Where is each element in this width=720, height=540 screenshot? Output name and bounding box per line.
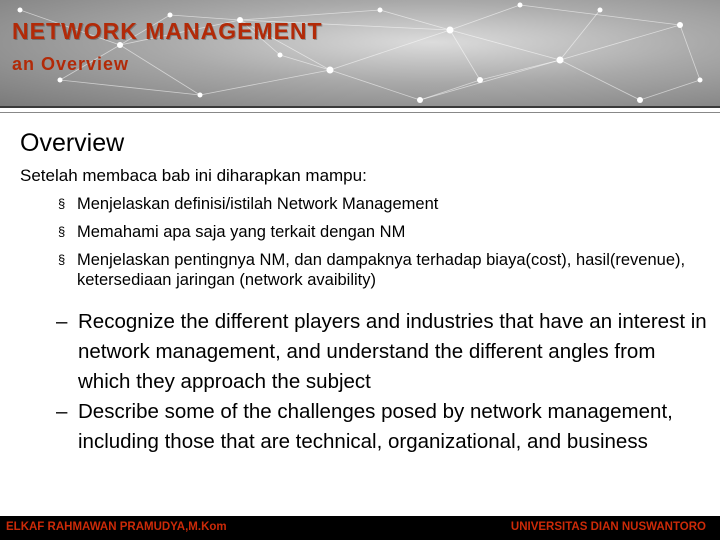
dash-marker: – <box>56 310 68 333</box>
list-item-text: Menjelaskan pentingnya NM, dan dampaknya terhadap biaya(cost), hasil(revenue), ketersediaan jaringan (network avaibility) <box>77 251 686 289</box>
footer-author: ELKAF RAHMAWAN PRAMUDYA,M.Kom <box>6 521 227 533</box>
objective-list <box>58 194 698 298</box>
list-item <box>58 194 698 214</box>
footer-institution: UNIVERSITAS DIAN NUSWANTORO <box>510 521 706 533</box>
bullet-marker: § <box>58 224 66 239</box>
list-item-text: Recognize the different players and industries that have an interest in network management, and understand the different angles from which they approach the subject <box>78 310 707 393</box>
footer-bar <box>0 514 720 540</box>
header-subtitle: an Overview <box>12 54 130 74</box>
goal-list <box>56 307 712 457</box>
bullet-marker: § <box>58 196 66 211</box>
header-divider <box>0 106 720 108</box>
dash-marker: – <box>56 400 68 423</box>
list-item-text: Menjelaskan definisi/istilah Network Management <box>77 195 439 213</box>
network-background-graphic <box>0 0 720 106</box>
content-title: Overview <box>20 129 125 157</box>
list-item-text: Memahami apa saja yang terkait dengan NM <box>77 223 406 241</box>
list-item-text: Describe some of the challenges posed by network management, including those that are technical, organizational, and business <box>78 400 673 453</box>
header-banner <box>0 0 720 106</box>
list-item <box>56 397 712 457</box>
bullet-marker: § <box>58 252 66 267</box>
list-item <box>56 307 712 397</box>
list-item <box>58 250 698 290</box>
intro-text: Setelah membaca bab ini diharapkan mampu: <box>20 166 367 185</box>
list-item <box>58 222 698 242</box>
header-title: NETWORK MANAGEMENT <box>12 18 323 44</box>
header-divider-thin <box>0 112 720 113</box>
